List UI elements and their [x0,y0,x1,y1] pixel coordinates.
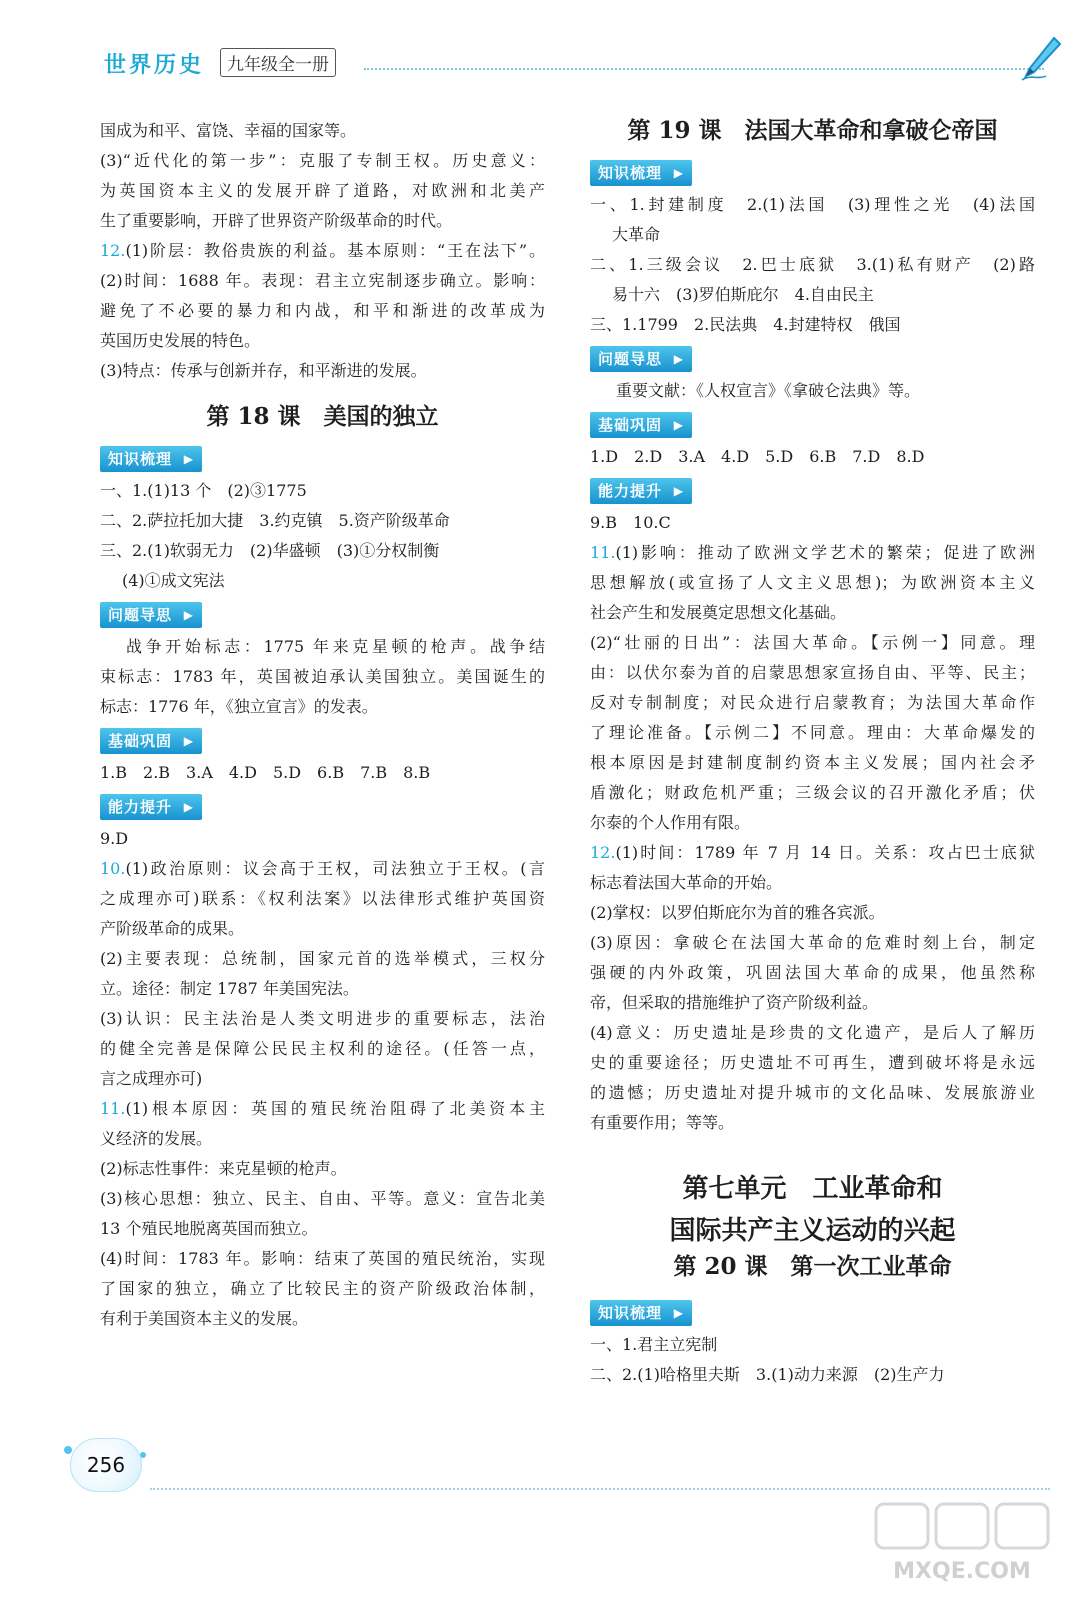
answer-line: (3)核心思想：独立、民主、自由、平等。意义：宣告北美 [100,1189,545,1208]
section-tag-row [100,440,545,476]
answer-text: (1)时间：1789 年 7 月 14 日。关系：攻占巴士底狱 [615,843,1035,862]
answer-line: 二、1.三级会议 2.巴士底狱 3.(1)私有财产 (2)路 [590,255,1035,274]
section-tag-row [590,1294,1035,1330]
answer-line: 立。途径：制定 1787 年美国宪法。 [100,979,359,998]
unit-title: 第七单元 工业革命和 [682,1174,943,1204]
answer-line: 二、2.(1)哈格里夫斯 3.(1)动力来源 (2)生产力 [590,1365,945,1384]
question-number: 11. [590,543,616,562]
grade-label: 九年级全一册 [220,48,336,77]
watermark-logo [870,1500,1055,1590]
answer-line: 有利于美国资本主义的发展。 [100,1309,309,1328]
answer-line: 国成为和平、富饶、幸福的国家等。 [100,121,357,140]
answer-line: 三、2.(1)软弱无力 (2)华盛顿 (3)①分权制衡 [100,541,440,560]
answer-text: (1)根本原因：英国的殖民统治阻碍了北美资本主 [125,1099,545,1118]
section-tag-row [590,154,1035,190]
answer-line: 盾激化；财政危机严重；三级会议的召开激化矛盾；伏 [590,783,1035,802]
spacer [100,386,545,402]
answer-line: 之成理亦可)联系：《权利法案》以法律形式维护英国资 [100,889,545,908]
answer-line: 强硬的内外政策，巩固法国大革命的成果，他虽然称 [590,963,1035,982]
section-tag: 知识梳理 ▶ [590,160,692,186]
decor-dot [64,1446,72,1454]
unit-title: 国际共产主义运动的兴起 [669,1216,956,1246]
section-tag: 能力提升 ▶ [100,794,202,820]
answer-line: 1.D 2.D 3.A 4.D 5.D 6.B 7.D 8.D [590,447,925,466]
answer-line: (2)“壮丽的日出”：法国大革命。【示例一】同意。理 [590,633,1035,652]
answer-line: 由：以伏尔泰为首的启蒙思想家宣扬自由、平等、民主； [590,663,1035,682]
answer-line: 避免了不必要的暴力和内战，和平和渐进的改革成为 [100,301,545,320]
answer-line: 重要文献：《人权宣言》《拿破仑法典》等。 [616,381,921,400]
answer-line: 易十六 (3)罗伯斯庇尔 4.自由民主 [612,285,874,304]
left-column [100,116,545,1334]
answer-text: (1)政治原则：议会高于王权，司法独立于王权。(言 [125,859,545,878]
subject-title: 世界历史 [104,53,205,78]
answer-line: 1.B 2.B 3.A 4.D 5.D 6.B 7.B 8.B [100,763,431,782]
answer-line: (4)①成文宪法 [122,571,225,590]
section-tag-row [100,788,545,824]
answer-line: (3)认识：民主法治是人类文明进步的重要标志，法治 [100,1009,545,1028]
answer-line: 大革命 [612,225,661,244]
answer-line: (3)特点：传承与创新并存，和平渐进的发展。 [100,361,427,380]
answer-line: (3)原因：拿破仑在法国大革命的危难时刻上台，制定 [590,933,1035,952]
answer-line [100,236,545,266]
answer-line: 有重要作用；等等。 [590,1113,735,1132]
answer-line: 为英国资本主义的发展开辟了道路，对欧洲和北美产 [100,181,545,200]
answer-line: 标志着法国大革命的开始。 [590,873,783,892]
section-tag: 能力提升 ▶ [590,478,692,504]
lesson-title: 第 20 课 第一次工业革命 [673,1253,952,1280]
answer-line: (3)“近代化的第一步”：克服了专制王权。历史意义： [100,151,545,170]
footer-dotted-rule [150,1488,1050,1490]
section-tag-row [100,596,545,632]
section-tag: 问题导思 ▶ [100,602,202,628]
answer-line: 了国家的独立，确立了比较民主的资产阶级政治体制， [100,1279,545,1298]
question-number: 11. [100,1099,126,1118]
answer-line: 一、1.封建制度 2.(1)法国 (3)理性之光 (4)法国 [590,195,1035,214]
answer-line [100,1094,545,1124]
question-number: 10. [100,859,126,878]
section-tag: 问题导思 ▶ [590,346,692,372]
answer-line [590,838,1035,868]
section-tag: 基础巩固 ▶ [590,412,692,438]
answer-line: 产阶级革命的成果。 [100,919,245,938]
spacer [590,1138,1035,1168]
spacer [100,432,545,440]
answer-line: (4)时间：1783 年。影响：结束了英国的殖民统治，实现 [100,1249,545,1268]
answer-line: 了理论准备。【示例二】不同意。理由：大革命爆发的 [590,723,1035,742]
pen-icon [1020,34,1064,82]
question-number: 12. [590,843,616,862]
answer-line: 帝，但采取的措施维护了资产阶级利益。 [590,993,879,1012]
answer-line: 根本原因是封建制度制约资本主义发展；国内社会矛 [590,753,1035,772]
answer-line: 一、1.君主立宪制 [590,1335,718,1354]
answer-line: 的遗憾；历史遗址对提升城市的文化品味、发展旅游业 [590,1083,1035,1102]
answer-line: 的健全完善是保障公民民主权利的途径。(任答一点， [100,1039,545,1058]
spacer [590,1282,1035,1294]
answer-line: 义经济的发展。 [100,1129,213,1148]
answer-line: 英国历史发展的特色。 [100,331,261,350]
answer-line: (2)掌权：以罗伯斯庇尔为首的雅各宾派。 [590,903,885,922]
answer-line [590,538,1035,568]
section-tag-row [590,340,1035,376]
section-tag: 知识梳理 ▶ [590,1300,692,1326]
answer-line [100,854,545,884]
answer-line: 13 个殖民地脱离英国而独立。 [100,1219,318,1238]
answer-line: 一、1.(1)13 个 (2)③1775 [100,481,307,500]
answer-line: 9.D [100,829,129,848]
answer-line: (4)意义：历史遗址是珍贵的文化遗产，是后人了解历 [590,1023,1035,1042]
page-header [104,44,1064,84]
answer-text: (1)影响：推动了欧洲文学艺术的繁荣；促进了欧洲 [615,543,1035,562]
answer-line: (2)主要表现：总统制，国家元首的选举模式，三权分 [100,949,545,968]
answer-line: 生了重要影响，开辟了世界资产阶级革命的时代。 [100,211,453,230]
spacer [590,146,1035,154]
question-number: 12. [100,241,126,260]
section-tag-row [590,472,1035,508]
answer-line: 二、2.萨拉托加大捷 3.约克镇 5.资产阶级革命 [100,511,450,530]
answer-line: 束标志：1783 年，英国被迫承认美国独立。美国诞生的 [100,667,545,686]
right-column [590,116,1035,1390]
answer-line: 9.B 10.C [590,513,671,532]
answer-line: (2)标志性事件：来克星顿的枪声。 [100,1159,347,1178]
answer-text: (1)阶层：教俗贵族的利益。基本原则：“王在法下”。 [125,241,545,260]
header-dotted-rule [364,68,1044,70]
answer-line: 标志：1776 年，《独立宣言》的发表。 [100,697,378,716]
answer-line: (2)时间：1688 年。表现：君主立宪制逐步确立。影响： [100,271,545,290]
answer-line: 反对专制制度；对民众进行启蒙教育；为法国大革命作 [590,693,1035,712]
answer-line: 尔泰的个人作用有限。 [590,813,751,832]
answer-line: 言之成理亦可) [100,1069,203,1088]
answer-line: 三、1.1799 2.民法典 4.封建特权 俄国 [590,315,901,334]
lesson-title: 第 18 课 美国的独立 [206,403,439,430]
section-tag-row [590,406,1035,442]
watermark-text: MXQE.COM [893,1559,1031,1584]
section-tag: 基础巩固 ▶ [100,728,202,754]
answer-line: 思想解放(或宣扬了人文主义思想)；为欧洲资本主义 [590,573,1035,592]
page-number: 256 [70,1438,142,1492]
lesson-title: 第 19 课 法国大革命和拿破仑帝国 [627,117,998,144]
section-tag-row [100,722,545,758]
answer-line: 史的重要途径；历史遗址不可再生，遭到破坏将是永远 [590,1053,1035,1072]
section-tag: 知识梳理 ▶ [100,446,202,472]
answer-line: 社会产生和发展奠定思想文化基础。 [590,603,847,622]
answer-line: 战争开始标志：1775 年来克星顿的枪声。战争结 [126,637,545,656]
